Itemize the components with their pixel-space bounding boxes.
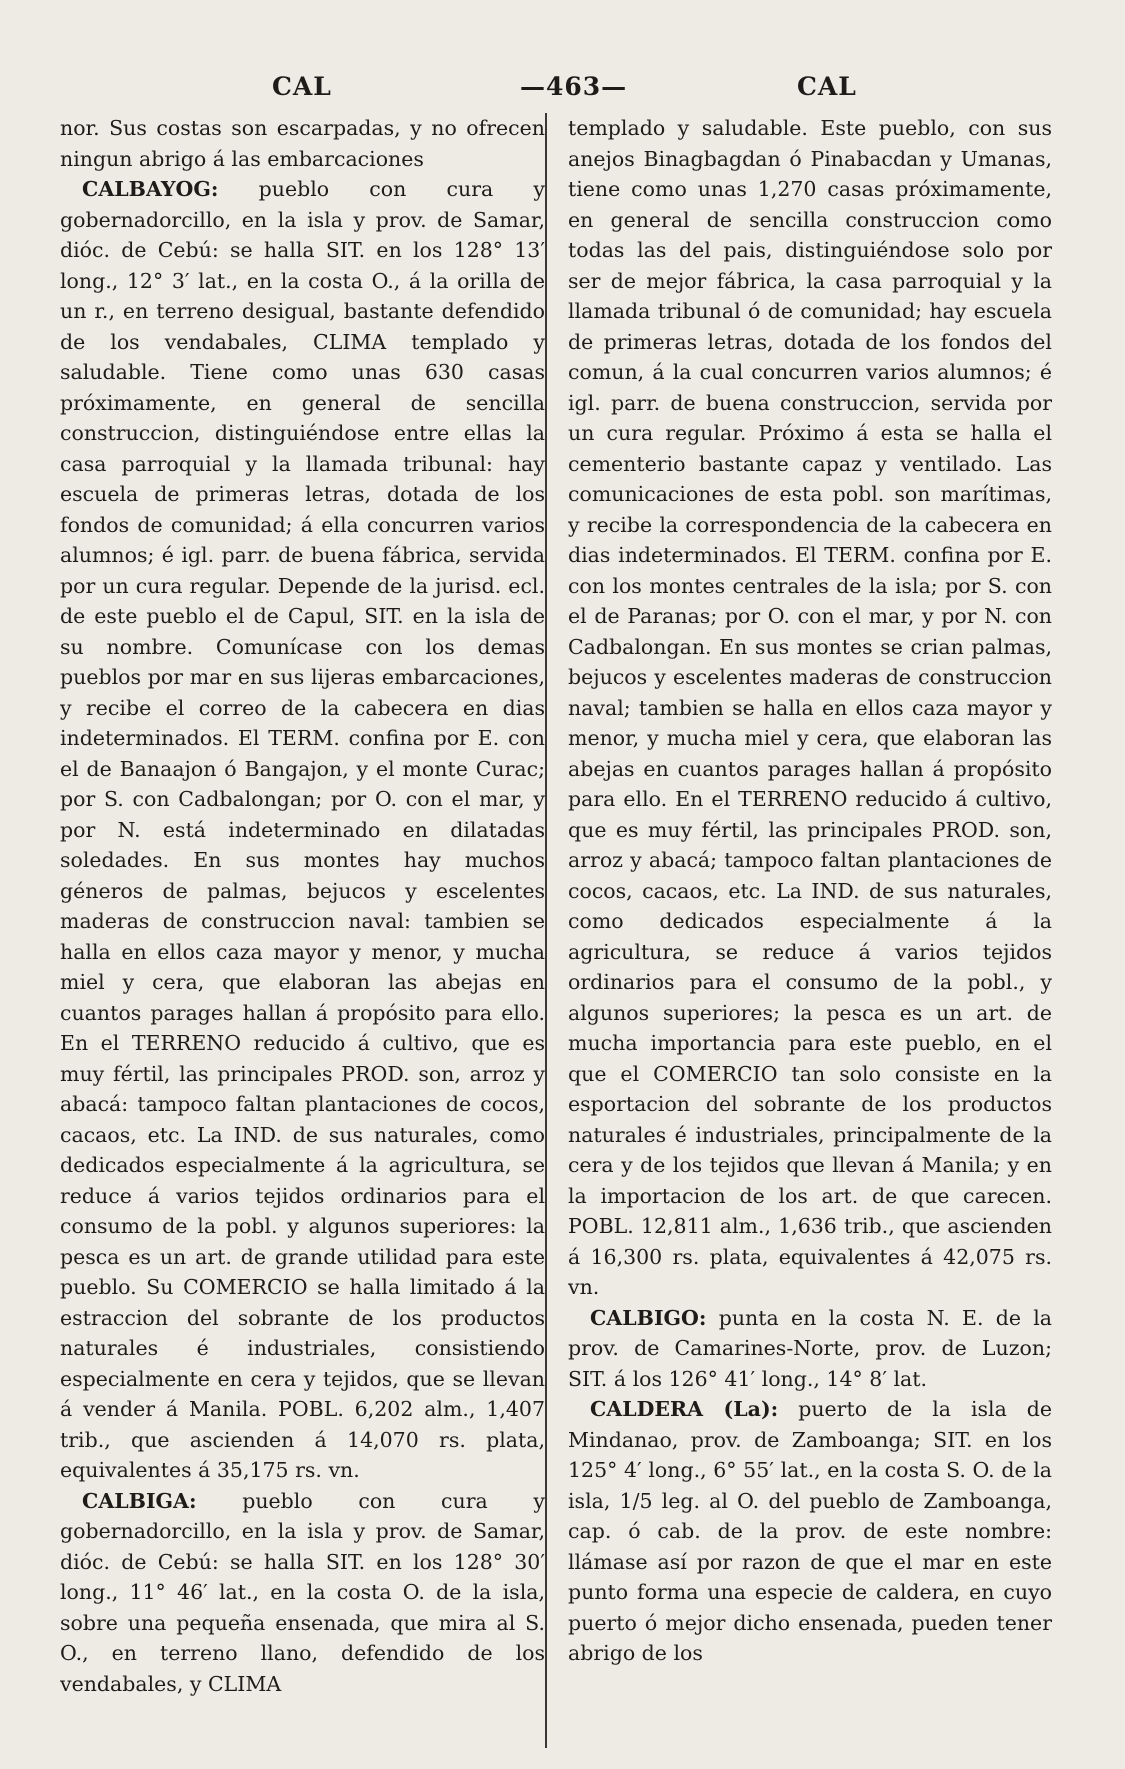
- page-number: —463—: [520, 72, 628, 101]
- paragraph: [568, 113, 1052, 1303]
- paragraph-text: templado y saludable. Este pueblo, con sus anejos Binagbagdan ó Pinabacdan y Umanas, tiene como unas 1,270 casas próximamente, en general de sencilla construccion como todas las del pais, distinguiéndose solo por ser de mejor fábrica, la casa parroquial y la llamada tribunal ó de comunidad; hay escuela de primeras letras, dotada de los fondos del comun, á la cual concurren varios alumnos; é igl. parr. de buena construccion, servida por un cura regular. Próximo á esta se halla el cementerio bastante capaz y ventilado. Las comunicaciones de esta pobl. son marítimas, y recibe la correspondencia de la cabecera en dias indeterminados. El TERM. confina por E. con los montes centrales de la isla; por S. con el de Paranas; por O. con el mar, y por N. con Cadbalongan. En sus montes se crian palmas, bejucos y escelentes maderas de construccion naval; tambien se halla en ellos caza mayor y menor, y mucha miel y cera, que elaboran las abejas en cuantos parages hallan á propósito para ello. En el TERRENO reducido á cultivo, que es muy fértil, las principales PROD. son, arroz y abacá; tampoco faltan plantaciones de cocos, cacaos, etc. La IND. de sus naturales, como dedicados especialmente á la agricultura, se reduce á varios tejidos ordinarios para el consumo de la pobl., y algunos superiores; la pesca es un art. de mucha importancia para este pueblo, en el que el COMERCIO tan solo consiste en la esportacion del sobrante de los productos naturales é industriales, principalmente de la cera y de los tejidos que llevan á Manila; y en la importacion de los art. de que carecen. POBL. 12,811 alm., 1,636 trib., que ascienden á 16,300 rs. plata, equivalentes á 42,075 rs. vn.: [568, 116, 1052, 1299]
- paragraph-text: pueblo con cura y gobernadorcillo, en la isla y prov. de Samar, dióc. de Cebú: se halla SIT. en los 128° 13′ long., 12° 3′ lat., en la costa O., á la orilla de un r., en terreno desigual, bastante defendido de los vendabales, CLIMA templado y saludable. Tiene como unas 630 casas próximamente, en general de sencilla construccion, distinguiéndose entre ellas la casa parroquial y la llamada tribunal: hay escuela de primeras letras, dotada de los fondos de comunidad; á ella concurren varios alumnos; é igl. parr. de buena fábrica, servida por un cura regular. Depende de la jurisd. ecl. de este pueblo el de Capul, SIT. en la isla de su nombre. Comunícase con los demas pueblos por mar en sus lijeras embarcaciones, y recibe el correo de la cabecera en dias indeterminados. El TERM. confina por E. con el de Banaajon ó Bangajon, y el monte Curac; por S. con Cadbalongan; por O. con el mar, y por N. está indeterminado en dilatadas soledades. En sus montes hay muchos géneros de palmas, bejucos y escelentes maderas de construccion naval: tambien se halla en ellos caza mayor y menor, y mucha miel y cera, que elaboran las abejas en cuantos parages hallan á propósito para ello. En el TERRENO reducido á cultivo, que es muy fértil, las principales PROD. son, arroz y abacá: tampoco faltan plantaciones de cocos, cacaos, etc. La IND. de sus naturales, como dedicados especialmente á la agricultura, se reduce á varios tejidos ordinarios para el consumo de la pobl. y algunos superiores: la pesca es un art. de grande utilidad para este pueblo. Su COMERCIO se halla limitado á la estraccion del sobrante de los productos naturales é industriales, consistiendo especialmente en cera y tejidos, que se llevan á vender á Manila. POBL. 6,202 alm., 1,407 trib., que ascienden á 14,070 rs. plata, equivalentes á 35,175 rs. vn.: [60, 177, 545, 1482]
- entry-heading: CALBIGO:: [590, 1305, 707, 1330]
- paragraph-text: nor. Sus costas son escarpadas, y no ofrecen ningun abrigo á las embarcaciones: [60, 116, 545, 171]
- paragraph: [568, 1394, 1052, 1669]
- paragraph: [60, 1486, 545, 1700]
- paragraph: [60, 113, 545, 174]
- paragraph-text: pueblo con cura y gobernadorcillo, en la isla y prov. de Samar, dióc. de Cebú: se halla SIT. en los 128° 30′ long., 11° 46′ lat., en la costa O. de la isla, sobre una pequeña ensenada, que mira al S. O., en terreno llano, defendido de los vendabales, y CLIMA: [60, 1488, 545, 1696]
- paragraph: [60, 174, 545, 1486]
- column-divider: [545, 113, 547, 1748]
- left-column: [60, 113, 545, 1753]
- page-header: [0, 72, 1125, 112]
- header-left-title: CAL: [272, 72, 332, 101]
- right-column: [568, 113, 1052, 1753]
- entry-heading: CALDERA (La):: [590, 1397, 779, 1421]
- paragraph-text: punta en la costa N. E. de la prov. de Camarines-Norte, prov. de Luzon; SIT. á los 126° 41′ long., 14° 8′ lat.: [568, 1305, 1052, 1391]
- paragraph: [568, 1303, 1052, 1395]
- entry-heading: CALBIGA:: [82, 1488, 197, 1513]
- paragraph-text: puerto de la isla de Mindanao, prov. de Zamboanga; SIT. en los 125° 4′ long., 6° 55′ lat., en la costa S. O. de la isla, 1/5 leg. al O. del pueblo de Zamboanga, cap. ó cab. de la prov. de este nombre: llámase así por razon de que el mar en este punto forma una especie de caldera, en cuyo puerto ó mejor dicho ensenada, pueden tener abrigo de los: [568, 1397, 1052, 1665]
- header-right-title: CAL: [797, 72, 857, 101]
- entry-heading: CALBAYOG:: [82, 177, 219, 201]
